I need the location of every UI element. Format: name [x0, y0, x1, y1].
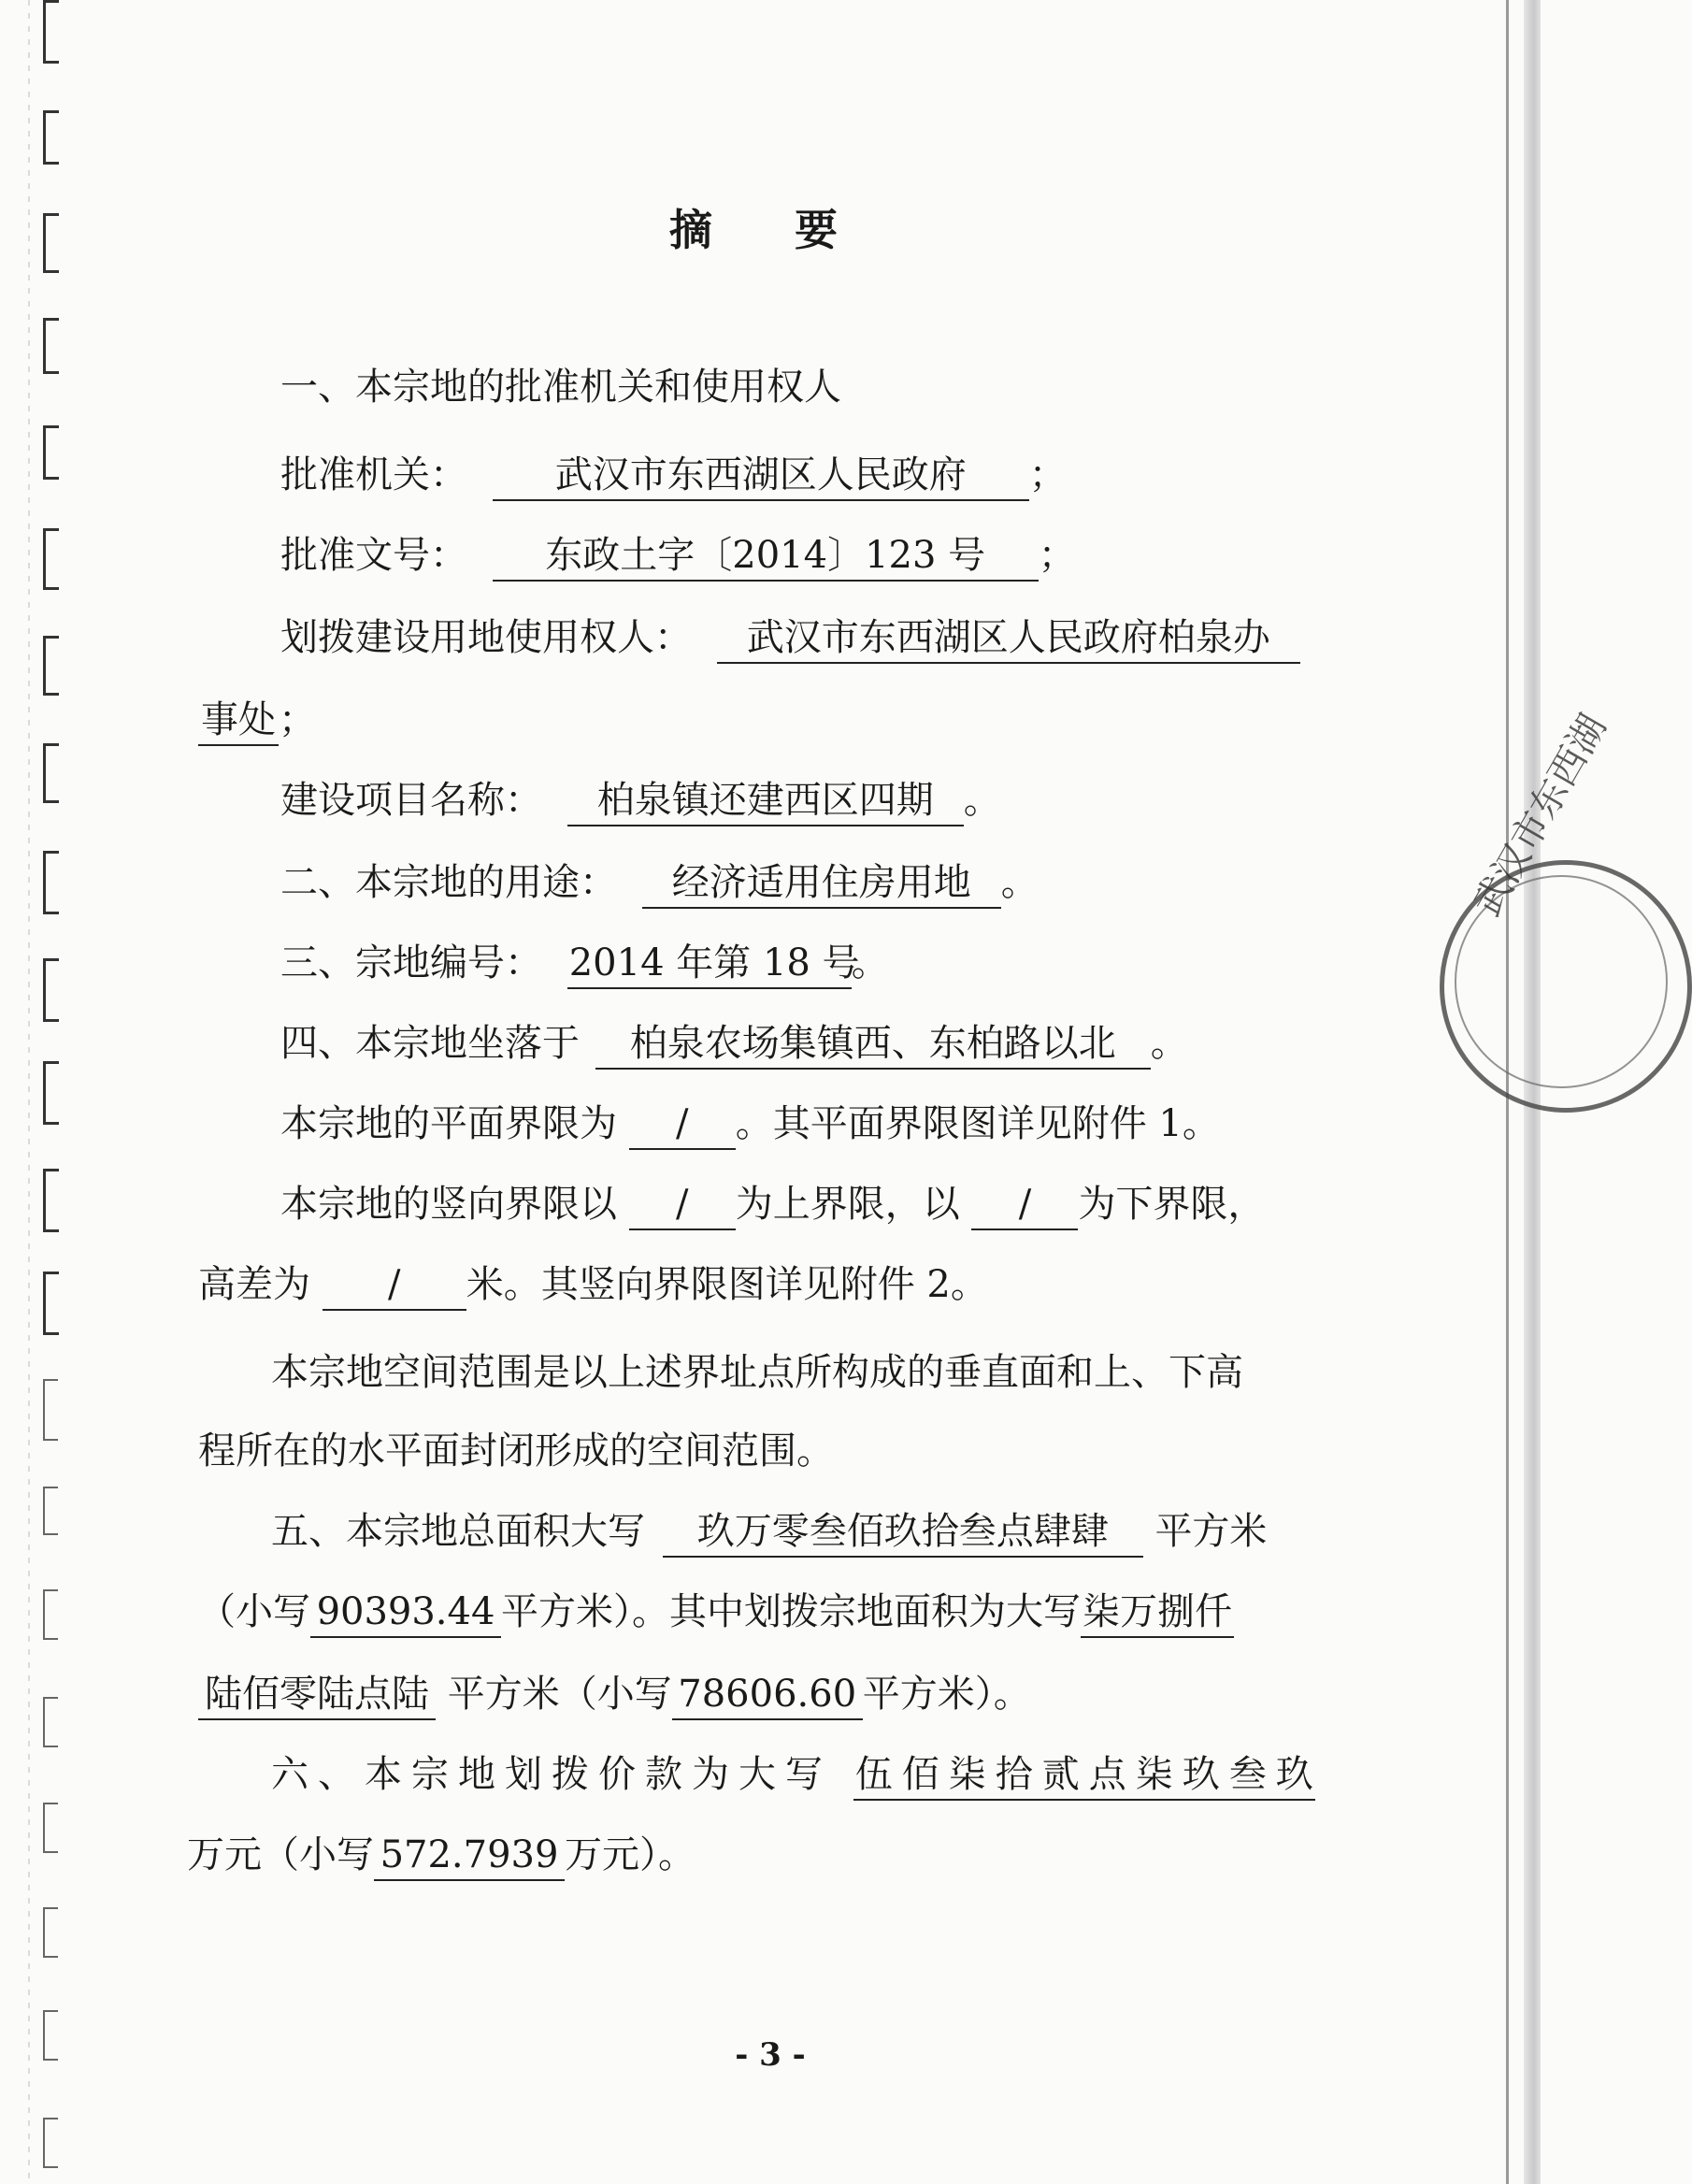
- semicolon: ；: [1028, 453, 1067, 496]
- approval-authority-line: [280, 451, 1067, 501]
- binding-mark: [43, 1803, 58, 1853]
- space-range-line-1: 本宗地空间范围是以上述界址点所构成的垂直面和上、下高: [271, 1351, 1243, 1394]
- location-line: [280, 1019, 1188, 1070]
- price-upper: 伍佰柒拾贰点柒玖叁玖: [853, 1750, 1315, 1801]
- land-user-value-1: 武汉市东西湖区人民政府柏泉办: [717, 613, 1300, 664]
- total-area-unit: 平方米: [1154, 1510, 1268, 1553]
- total-area-lower-line: [198, 1588, 1234, 1638]
- semicolon: ；: [1038, 534, 1076, 577]
- land-user-label: 划拨建设用地使用权人：: [280, 616, 692, 659]
- approval-authority-value: 武汉市东西湖区人民政府: [493, 451, 1029, 501]
- binding-mark: [43, 2118, 58, 2168]
- binding-mark: [43, 318, 59, 374]
- period: 。: [851, 941, 889, 984]
- approval-doc-line: [280, 531, 1076, 582]
- binding-mark: [43, 1272, 59, 1335]
- total-area-line: [271, 1507, 1267, 1558]
- plane-boundary-text: 本宗地的平面界限为: [280, 1102, 617, 1145]
- approval-doc-value: 东政土字〔2014〕123 号: [493, 531, 1039, 582]
- total-area-upper: 玖万零叁佰玖拾叁点肆肆: [663, 1507, 1143, 1558]
- alloc-area-upper-1: 柒万捌仟: [1081, 1588, 1234, 1638]
- binding-mark: [43, 425, 59, 480]
- binding-marks: [34, 0, 71, 2184]
- price-lower-line: [187, 1831, 695, 1881]
- binding-mark: [43, 636, 59, 696]
- alloc-area-end: 平方米）。: [862, 1673, 1031, 1716]
- approval-authority-label: 批准机关：: [280, 453, 467, 496]
- vertical-boundary-text-2: 为上界限，以: [735, 1183, 960, 1226]
- vertical-boundary-text-3: 为下界限，: [1078, 1183, 1266, 1226]
- land-use-label: 二、本宗地的用途：: [280, 861, 617, 904]
- price-lower: 572.7939: [374, 1831, 565, 1881]
- binding-mark: [43, 1487, 58, 1535]
- binding-mark: [43, 851, 59, 914]
- page-number: - 3 -: [735, 2036, 806, 2074]
- land-user-line-2: [198, 696, 316, 746]
- period: 。: [1150, 1022, 1188, 1065]
- binding-mark: [43, 1907, 58, 1958]
- plane-boundary-line: [280, 1099, 1220, 1150]
- land-user-value-2: 事处: [198, 696, 279, 746]
- vertical-boundary-text: 本宗地的竖向界限以: [280, 1183, 617, 1226]
- plane-boundary-text-2: 。其平面界限图详见附件 1。: [735, 1102, 1220, 1145]
- parcel-number-value: 2014 年第 18 号: [567, 939, 852, 989]
- section1-heading: 一、本宗地的批准机关和使用权人: [280, 366, 841, 409]
- binding-mark: [43, 110, 59, 165]
- approval-doc-label: 批准文号：: [280, 534, 467, 577]
- binding-mark: [43, 528, 59, 590]
- plane-boundary-value: /: [629, 1099, 736, 1150]
- binding-mark: [43, 1169, 59, 1232]
- height-diff-line: [198, 1260, 988, 1311]
- height-diff-text-2: 米。其竖向界限图详见附件 2。: [466, 1263, 988, 1306]
- location-value: 柏泉农场集镇西、东柏路以北: [595, 1019, 1151, 1070]
- land-use-value: 经济适用住房用地: [642, 858, 1001, 909]
- alloc-area-mid: 平方米（小写: [447, 1673, 672, 1716]
- location-label: 四、本宗地坐落于: [280, 1022, 580, 1065]
- binding-mark: [43, 1061, 59, 1125]
- price-end: 万元）。: [565, 1833, 695, 1876]
- parcel-number-line: [280, 939, 889, 989]
- seal-text: 武汉市东西湖: [1465, 707, 1615, 924]
- binding-mark: [43, 958, 59, 1022]
- land-user-line: [280, 613, 1300, 664]
- alloc-area-text: 平方米）。其中划拨宗地面积为大写: [501, 1590, 1081, 1633]
- binding-mark: [43, 1589, 58, 1640]
- project-name-label: 建设项目名称：: [280, 779, 542, 822]
- vertical-lower-value: /: [971, 1180, 1078, 1230]
- vertical-boundary-line: [280, 1180, 1265, 1230]
- price-line: [271, 1750, 1323, 1801]
- binding-mark: [43, 1697, 58, 1747]
- binding-mark: [43, 0, 59, 64]
- alloc-area-upper-2: 陆佰零陆点陆: [198, 1670, 436, 1720]
- height-diff-text: 高差为: [198, 1263, 310, 1306]
- period: 。: [963, 779, 1001, 822]
- space-range-line-2: 程所在的水平面封闭形成的空间范围。: [198, 1430, 834, 1473]
- period: 。: [1000, 861, 1039, 904]
- project-name-line: [280, 776, 1001, 826]
- alloc-area-lower: 78606.60: [672, 1670, 863, 1720]
- page-title: 摘 要: [668, 205, 871, 255]
- parcel-number-label: 三、宗地编号：: [280, 941, 542, 984]
- binding-mark: [43, 1379, 58, 1441]
- total-area-lower: 90393.44: [310, 1588, 501, 1638]
- land-use-line: [280, 858, 1039, 909]
- small-prefix: （小写: [198, 1590, 310, 1633]
- project-name-value: 柏泉镇还建西区四期: [567, 776, 964, 826]
- alloc-area-line: [198, 1670, 1031, 1720]
- semicolon: ；: [279, 698, 316, 741]
- total-area-label: 五、本宗地总面积大写: [271, 1510, 645, 1553]
- binding-mark: [43, 743, 59, 803]
- height-diff-value: /: [323, 1260, 466, 1311]
- vertical-upper-value: /: [629, 1180, 736, 1230]
- scan-edge: [28, 0, 30, 2184]
- price-label: 六、本宗地划拨价款为大写: [271, 1753, 832, 1796]
- price-unit-prefix: 万元（小写: [187, 1833, 374, 1876]
